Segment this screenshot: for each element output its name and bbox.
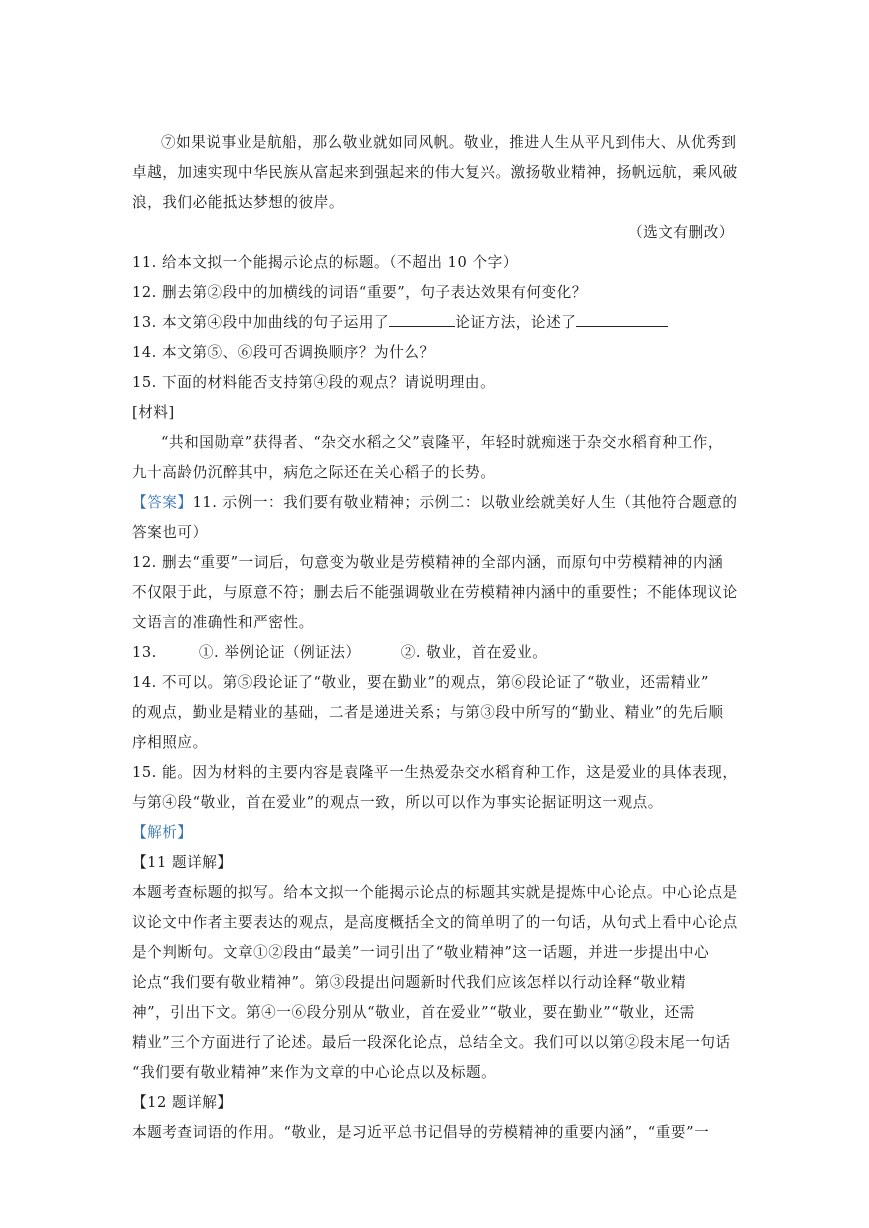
passage-line: 卓越，加速实现中华民族从富起来到强起来的伟大复兴。激扬敬业精神，扬帆远航，乘风破 (132, 164, 738, 181)
question-14: 14. 本文第⑤、⑥段可否调换顺序？为什么？ (132, 344, 435, 361)
analysis-line: 是个判断句。文章①②段由“最美”一词引出了“敬业精神”这一话题，并进一步提出中心 (132, 944, 710, 961)
source-note: （选文有删改） (627, 224, 734, 241)
answer-13-part-2: ②. 敬业，首在爱业。 (400, 644, 548, 661)
analysis-line: 神”，引出下文。第④一⑥段分别从“敬业，首在爱业”“敬业，要在勤业”“敬业，还需 (132, 1004, 695, 1021)
material-label: [材料] (132, 404, 175, 421)
answer-11 (132, 488, 738, 518)
answer-line: 不仅限于此，与原意不符；删去后不能强调敬业在劳模精神内涵中的重要性；不能体现议论 (132, 584, 738, 601)
answer-blank-1 (389, 312, 455, 327)
passage-line: 浪，我们必能抵达梦想的彼岸。 (132, 194, 345, 211)
question-13 (132, 308, 738, 338)
answer-line: 答案也可） (132, 524, 208, 541)
analysis-line: 本题考查标题的拟写。给本文拟一个能揭示论点的标题其实就是提炼中心论点。中心论点是 (132, 884, 738, 901)
analysis-heading-12: 【12 题详解】 (132, 1094, 233, 1111)
answer-line: 序相照应。 (132, 734, 208, 751)
answer-15: 15. 能。因为材料的主要内容是袁隆平一生热爱杂交水稻育种工作，这是爱业的具体表现， (132, 764, 738, 781)
analysis-line: 本题考查词语的作用。“敬业，是习近平总书记倡导的劳模精神的重要内涵”，“重要”一 (132, 1124, 710, 1141)
question-13-text-a: 13. 本文第④段中加曲线的句子运用了 (132, 314, 390, 331)
answer-12: 12. 删去“重要”一词后，句意变为敬业是劳模精神的全部内涵，而原句中劳模精神的内涵 (132, 554, 724, 571)
analysis-line: 精业”三个方面进行了论述。最后一段深化论点，总结全文。我们可以以第②段末尾一句话 (132, 1034, 731, 1051)
analysis-heading-11: 【11 题详解】 (132, 854, 233, 871)
answer-13-number: 13. (132, 644, 157, 661)
question-15: 15. 下面的材料能否支持第④段的观点？请说明理由。 (132, 374, 496, 391)
answer-blank-2 (576, 312, 668, 327)
answer-14: 14. 不可以。第⑤段论证了“敬业，要在勤业”的观点，第⑥段论证了“敬业，还需精业” (132, 674, 709, 691)
answer-line: 与第④段“敬业，首在爱业”的观点一致，所以可以作为事实论据证明这一观点。 (132, 794, 663, 811)
analysis-line: 议论文中作者主要表达的观点，是高度概括全文的简单明了的一句话，从句式上看中心论点 (132, 914, 738, 931)
answer-line: 的观点，勤业是精业的基础，二者是递进关系；与第③段中所写的“勤业、精业”的先后顺 (132, 704, 724, 721)
material-line: “共和国勋章”获得者、“杂交水稻之父”袁隆平，年轻时就痴迷于杂交水稻育种工作， (161, 434, 724, 451)
question-13-text-b: 论证方法，论述了 (455, 314, 577, 331)
answer-11-text: 11. 示例一：我们要有敬业精神；示例二：以敬业绘就美好人生（其他符合题意的 (192, 494, 738, 511)
passage-line: ⑦如果说事业是航船，那么敬业就如同风帆。敬业，推进人生从平凡到伟大、从优秀到 (161, 134, 737, 151)
question-11: 11. 给本文拟一个能揭示论点的标题。（不超出 10 个字） (132, 254, 518, 271)
analysis-line: “我们要有敬业精神”来作为文章的中心论点以及标题。 (132, 1064, 497, 1081)
analysis-line: 论点“我们要有敬业精神”。第③段提出问题新时代我们应该怎样以行动诠释“敬业精 (132, 974, 687, 991)
material-line: 九十高龄仍沉醉其中，病危之际还在关心稻子的长势。 (132, 464, 496, 481)
answer-tag: 【答案】 (132, 494, 193, 511)
answer-13-part-1: ①. 举例论证（例证法） (198, 644, 361, 661)
answer-line: 文语言的准确性和严密性。 (132, 614, 314, 631)
analysis-tag: 【解析】 (132, 824, 193, 841)
question-12: 12. 删去第②段中的加横线的词语“重要”，句子表达效果有何变化？ (132, 284, 587, 301)
answer-13 (132, 638, 738, 668)
